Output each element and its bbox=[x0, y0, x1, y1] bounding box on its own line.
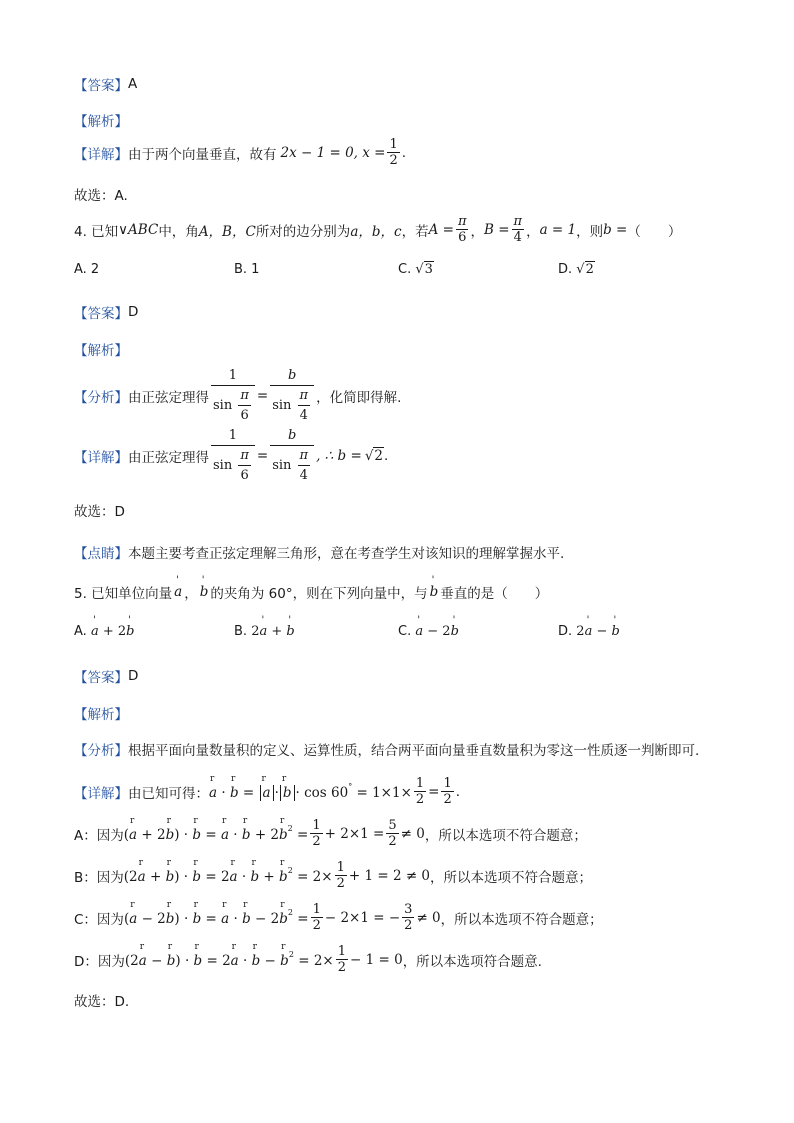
q4-stem: 4. 已知 ∨ABC 中，角 A，B，C 所对的边分别为 a，b，c ，若 A = $\frac{\pi}{6}$ ， B = $\frac{\pi}{4}$ ， a = 1 ，则 b = （ ） bbox=[74, 214, 682, 245]
q4-angle-b: B = bbox=[483, 221, 510, 238]
q4-number: 4. 已知 bbox=[74, 223, 119, 240]
q4-text2: 所对的边分别为 bbox=[255, 223, 351, 240]
q4-detail-value: √2 bbox=[364, 447, 384, 464]
q4-dianjing-line bbox=[74, 542, 564, 562]
q5-line-d-label: D：因为 bbox=[74, 953, 125, 970]
q4-option-a: A. 2 bbox=[74, 262, 100, 277]
q4-sides: a，b，c bbox=[350, 223, 402, 240]
q4-side-b: b = bbox=[603, 221, 628, 238]
q4-frac-pi6: $\frac{\pi}{6}$ bbox=[457, 214, 467, 245]
q3-analysis-line bbox=[74, 110, 128, 130]
answer-tag: 【答案】 bbox=[74, 306, 128, 322]
q5-fenxi-line bbox=[74, 739, 699, 759]
q3-detail-eq: 2x − 1 = 0, x = bbox=[280, 144, 386, 161]
fenxi-tag: 【分析】 bbox=[74, 743, 128, 759]
analysis-tag: 【解析】 bbox=[74, 343, 128, 359]
q4-option-c bbox=[398, 262, 434, 277]
q5-option-c: C. ' a − 2' b bbox=[398, 624, 459, 639]
detail-tag: 【详解】 bbox=[74, 146, 128, 163]
q4-text4: ，则 bbox=[576, 223, 604, 240]
q4-option-b: B. 1 bbox=[234, 262, 260, 277]
q3-detail-text: 由于两个向量垂直，故有 bbox=[128, 146, 277, 163]
q4-fenxi-line: 【分析】 由正弦定理得 1 sin $\frac{\pi}{6}$ = b sin $\frac{\pi}{4}$ ，化简即得解. bbox=[74, 368, 402, 423]
q5-option-d: D. 2' a − ' b bbox=[558, 624, 620, 639]
q3-conclusion: 故选：A. bbox=[74, 188, 128, 204]
q4-frac-pi4: $\frac{\pi}{4}$ bbox=[513, 214, 523, 245]
q5-line-d: D：因为 (2r a − r b) · r b = 2r a · r b − r $b^2 = 2\times$ $\frac{1}{2}$ − 1 = 0 ，所以本选项符合题意. bbox=[74, 944, 542, 975]
q4-detail-line: 【详解】 由正弦定理得 1 sin $\frac{\pi}{6}$ = b sin $\frac{\pi}{4}$ , ∴ b = √2 . bbox=[74, 428, 389, 483]
q5-analysis-line bbox=[74, 703, 128, 723]
q5-option-a: A. ' a + 2' b bbox=[74, 624, 134, 639]
q4-text1: 中，角 bbox=[158, 223, 199, 240]
q5-vec-b2: ' b bbox=[430, 584, 439, 600]
answer-tag: 【答案】 bbox=[74, 670, 128, 686]
q4-detail-frac2: b sin $\frac{\pi}{4}$ bbox=[270, 426, 314, 485]
q4-dianjing-text: 本题主要考查正弦定理解三角形，意在考查学生对该知识的理解掌握水平. bbox=[128, 546, 565, 562]
q4-option-c-label: C. bbox=[398, 262, 412, 277]
q4-detail-frac1: 1 sin $\frac{\pi}{6}$ bbox=[211, 426, 255, 485]
q4-side-a: a = 1 bbox=[539, 221, 577, 238]
q5-stem: 5. 已知单位向量 ' a ， ' b 的夹角为 60°，则在下列向量中，与 ' b 垂直的是（ ） bbox=[74, 582, 548, 602]
q4-angle-a: A = bbox=[428, 221, 454, 238]
q5-line-b-tail: ，所以本选项不符合题意； bbox=[430, 869, 593, 886]
q5-line-c-label: C：因为 bbox=[74, 911, 124, 928]
q5-line-a-tail: ，所以本选项不符合题意； bbox=[424, 827, 587, 844]
q5-option-d-label: D. bbox=[558, 624, 573, 639]
q5-option-b-label: B. bbox=[234, 624, 248, 639]
q4-text3: ，若 bbox=[401, 223, 429, 240]
q5-conclusion: 故选：D. bbox=[74, 994, 130, 1010]
q5-detail-text: 由已知可得： bbox=[128, 785, 209, 802]
q5-vec-b: ' b bbox=[200, 584, 209, 600]
q5-number: 5. 已知单位向量 bbox=[74, 586, 173, 602]
q4-fenxi-frac2: b sin $\frac{\pi}{4}$ bbox=[270, 366, 314, 425]
q5-answer-line bbox=[74, 666, 138, 686]
q5-line-a-label: A：因为 bbox=[74, 827, 124, 844]
q4-answer-line bbox=[74, 302, 138, 322]
q4-detail-text: 由正弦定理得 bbox=[128, 449, 209, 466]
q5-line-c: C：因为 (r a − 2r b) · r b = r a · r b − 2r $b^2$ = $\frac{1}{2}$ − 2×1 = − $\frac{3}{2}$ ≠ 0 ，所以本选项不符合题意； bbox=[74, 902, 603, 933]
q4-option-d-label: D. bbox=[558, 262, 573, 277]
q4-fenxi-tail: ，化简即得解. bbox=[316, 389, 402, 406]
dianjing-tag: 【点睛】 bbox=[74, 546, 128, 562]
q4-fenxi-text: 由正弦定理得 bbox=[128, 389, 209, 406]
analysis-tag: 【解析】 bbox=[74, 707, 128, 723]
q4-option-c-value: √3 bbox=[415, 262, 433, 277]
q4-angles: A，B，C bbox=[198, 223, 256, 240]
q4-triangle: ∨ABC bbox=[118, 221, 159, 238]
q5-line-b: B：因为 (2r a + r b) · r b = 2r a · r b + r $b^2 = 2\times$ $\frac{1}{2}$ + 1 = 2 ≠ 0 ，所以本选项不符合题意； bbox=[74, 860, 592, 891]
q4-fenxi-frac1: 1 sin $\frac{\pi}{6}$ bbox=[211, 366, 255, 425]
q5-option-c-label: C. bbox=[398, 624, 412, 639]
q5-option-b: B. 2' a + ' b bbox=[234, 624, 295, 639]
q4-conclusion: 故选：D bbox=[74, 504, 125, 520]
q3-detail-line: 【详解】 由于两个向量垂直，故有 2x − 1 = 0, x = $\frac{1}{2}$ . bbox=[74, 137, 407, 168]
detail-tag: 【详解】 bbox=[74, 449, 128, 466]
q5-fenxi-text: 根据平面向量数量积的定义、运算性质，结合两平面向量垂直数量积为零这一性质逐一判断即可. bbox=[128, 743, 700, 759]
fenxi-tag: 【分析】 bbox=[74, 389, 128, 406]
q5-line-c-tail: ，所以本选项不符合题意； bbox=[440, 911, 603, 928]
analysis-tag: 【解析】 bbox=[74, 114, 128, 130]
q5-text2: 垂直的是（ ） bbox=[440, 586, 549, 602]
q5-option-a-label: A. bbox=[74, 624, 87, 639]
q3-answer: A bbox=[128, 76, 138, 92]
q4-option-d-value: √2 bbox=[576, 262, 594, 277]
detail-tag: 【详解】 bbox=[74, 785, 128, 802]
q3-fraction: $\frac{1}{2}$ bbox=[389, 137, 398, 168]
q4-answer: D bbox=[128, 304, 139, 320]
q5-line-b-label: B：因为 bbox=[74, 869, 124, 886]
q3-answer-line bbox=[74, 74, 137, 94]
q5-answer: D bbox=[128, 668, 139, 684]
answer-tag: 【答案】 bbox=[74, 78, 128, 94]
q4-detail-tail: , ∴ b = bbox=[316, 447, 362, 464]
q4-option-d bbox=[558, 262, 595, 277]
q5-text1: 的夹角为 60°，则在下列向量中，与 bbox=[210, 586, 428, 602]
q5-vec-a: ' a bbox=[174, 584, 182, 600]
q5-line-a: A：因为 (r a + 2r b) · r b = r a · r b + 2r $b^2$ = $\frac{1}{2}$ + 2×1 = $\frac{5}{2}$ ≠ 0 ，所以本选项不符合题意； bbox=[74, 818, 587, 849]
q4-analysis-line bbox=[74, 339, 128, 359]
q5-line-d-tail: ，所以本选项符合题意. bbox=[402, 953, 542, 970]
q4-paren: （ ） bbox=[627, 223, 682, 240]
q5-detail-line: 【详解】 由已知可得： r a · r b = r a ·r b · cos 60° = 1×1× $\frac{1}{2}$ = $\frac{1}{2}$ . bbox=[74, 776, 460, 807]
